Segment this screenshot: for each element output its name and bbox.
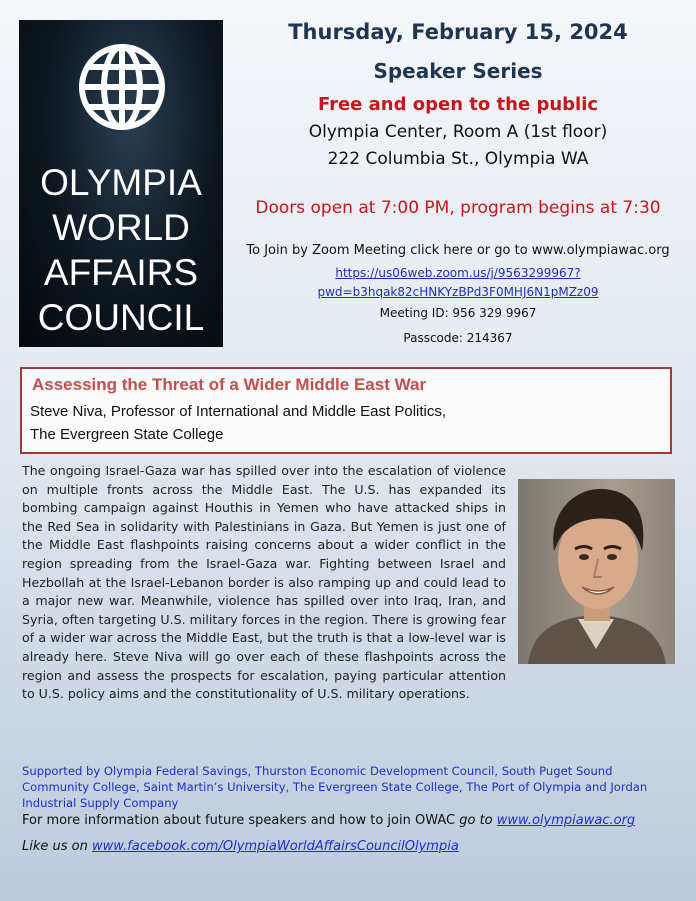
like-us-text: Like us on xyxy=(22,839,88,854)
logo-line: COUNCIL xyxy=(37,297,205,338)
talk-title: Assessing the Threat of a Wider Middle East War xyxy=(32,375,427,394)
meeting-id: Meeting ID: 956 329 9967 xyxy=(379,306,537,320)
logo-line: WORLD xyxy=(52,207,190,248)
passcode: Passcode: 214367 xyxy=(403,331,513,345)
go-to-text: go to xyxy=(459,813,493,828)
speaker-photo xyxy=(518,479,675,664)
globe-icon xyxy=(77,37,167,137)
like-us-line xyxy=(22,839,459,854)
doors-time: Doors open at 7:00 PM, program begins at 7:30 xyxy=(255,198,661,218)
more-info-text: For more information about future speakers and how to join OWAC xyxy=(22,813,456,828)
more-info-line xyxy=(22,813,635,828)
speaker-affiliation: The Evergreen State College xyxy=(30,426,224,443)
sponsors-note: Supported by Olympia Federal Savings, Thurston Economic Development Council, South Puget Sound Community College, Saint Martin’s University, The Evergreen State College, The Port of Olympia and Jordan Industrial Supply Company xyxy=(22,764,648,810)
event-series: Speaker Series xyxy=(373,59,543,83)
zoom-link-continued[interactable]: pwd=b3hqak82cHNKYzBPd3F0MHJ6N1pMZz09 xyxy=(317,285,599,299)
logo-wordmark xyxy=(19,160,223,340)
zoom-join-text[interactable]: To Join by Zoom Meeting click here or go to www.olympiawac.org xyxy=(246,243,670,258)
talk-title-box xyxy=(20,367,672,454)
location-room: Olympia Center, Room A (1st floor) xyxy=(308,122,608,142)
zoom-link[interactable]: https://us06web.zoom.us/j/9563299967? xyxy=(335,266,581,280)
logo-line: AFFAIRS xyxy=(43,252,199,293)
logo-line: OLYMPIA xyxy=(40,162,202,203)
event-date: Thursday, February 15, 2024 xyxy=(288,20,628,44)
location-address: 222 Columbia St., Olympia WA xyxy=(327,149,589,169)
speaker-name: Steve Niva, Professor of International and Middle East Politics, xyxy=(30,403,447,420)
website-link[interactable]: www.olympiawac.org xyxy=(496,813,636,828)
olympia-world-affairs-council-logo xyxy=(19,20,223,347)
free-admission-note: Free and open to the public xyxy=(317,94,599,115)
talk-abstract: The ongoing Israel-Gaza war has spilled over into the escalation of violence on multiple fronts across the Middle East. The U.S. has expanded its bombing campaign against Houthis in Yemen who have attacked ships in the Red Sea in solidarity with Palestinians in Gaza. But Yemen is just one of the Middle East flashpoints raising concerns about a wider conflict in the region spreading from the Israel-Gaza war. Fighting between Israel and Hezbollah at the Israel-Lebanon border is also ramping up and could lead to a major new war. Meanwhile, violence has spilled over into Iraq, Iran, and Syria, often targeting U.S. military forces in the region. There is growing fear of a wider war across the Middle East, but the truth is that a low-level war is already here. Steve Niva will go over each of these flashpoints across the region and assess the prospects for escalation, paying particular attention to U.S. policy aims and the constitutionality of U.S. military operations. xyxy=(22,463,506,702)
facebook-link[interactable]: www.facebook.com/OlympiaWorldAffairsCouncilOlympia xyxy=(92,839,459,854)
